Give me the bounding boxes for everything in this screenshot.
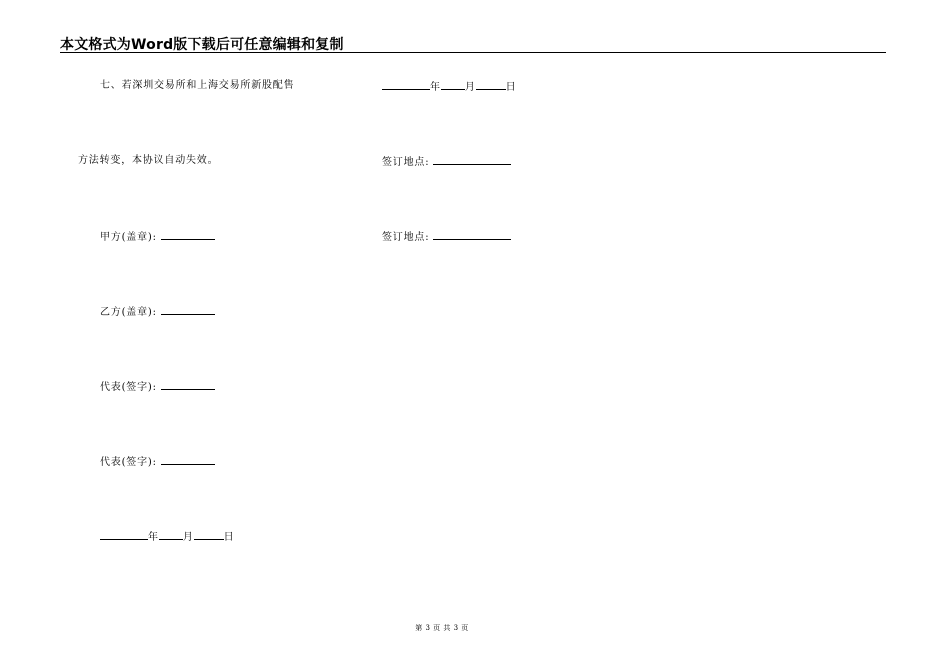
- month-label: 月: [182, 532, 194, 543]
- signing-place-blank[interactable]: [433, 230, 511, 240]
- clause-7-line-1: 七、若深圳交易所和上海交易所新股配售: [100, 80, 295, 91]
- signing-place-label: 签订地点:: [382, 232, 430, 243]
- party-b-label: 乙方(盖章):: [100, 307, 157, 318]
- year-blank[interactable]: [100, 530, 148, 540]
- signing-place-label: 签订地点:: [382, 157, 430, 168]
- day-blank[interactable]: [194, 530, 224, 540]
- year-label: 年: [430, 82, 441, 93]
- year-label: 年: [148, 532, 159, 543]
- party-a-label: 甲方(盖章):: [100, 232, 157, 243]
- day-label: 日: [505, 82, 517, 93]
- year-blank[interactable]: [382, 80, 430, 90]
- month-blank[interactable]: [159, 530, 183, 540]
- date-row-left: [100, 530, 234, 544]
- day-blank[interactable]: [476, 80, 506, 90]
- representative-1-label: 代表(签字):: [100, 382, 157, 393]
- signing-place-row-2: [382, 230, 511, 244]
- month-blank[interactable]: [441, 80, 465, 90]
- representative-1-signature-blank[interactable]: [161, 380, 215, 390]
- signing-place-row-1: [382, 155, 511, 169]
- day-label: 日: [223, 532, 235, 543]
- date-row-right: [382, 80, 516, 94]
- party-b-seal-row: [100, 305, 215, 319]
- signing-place-blank[interactable]: [433, 155, 511, 165]
- clause-7-line-2: 方法转变，本协议自动失效。: [78, 155, 219, 166]
- month-label: 月: [464, 82, 476, 93]
- representative-2-signature-blank[interactable]: [161, 455, 215, 465]
- representative-2-label: 代表(签字):: [100, 457, 157, 468]
- header-divider: [60, 52, 886, 53]
- document-header-title: 本文格式为Word版下载后可任意编辑和复制: [60, 37, 344, 53]
- party-a-seal-blank[interactable]: [161, 230, 215, 240]
- party-b-seal-blank[interactable]: [161, 305, 215, 315]
- representative-2-row: [100, 455, 215, 469]
- representative-1-row: [100, 380, 215, 394]
- page-number-footer: 第 3 页 共 3 页: [415, 624, 469, 632]
- party-a-seal-row: [100, 230, 215, 244]
